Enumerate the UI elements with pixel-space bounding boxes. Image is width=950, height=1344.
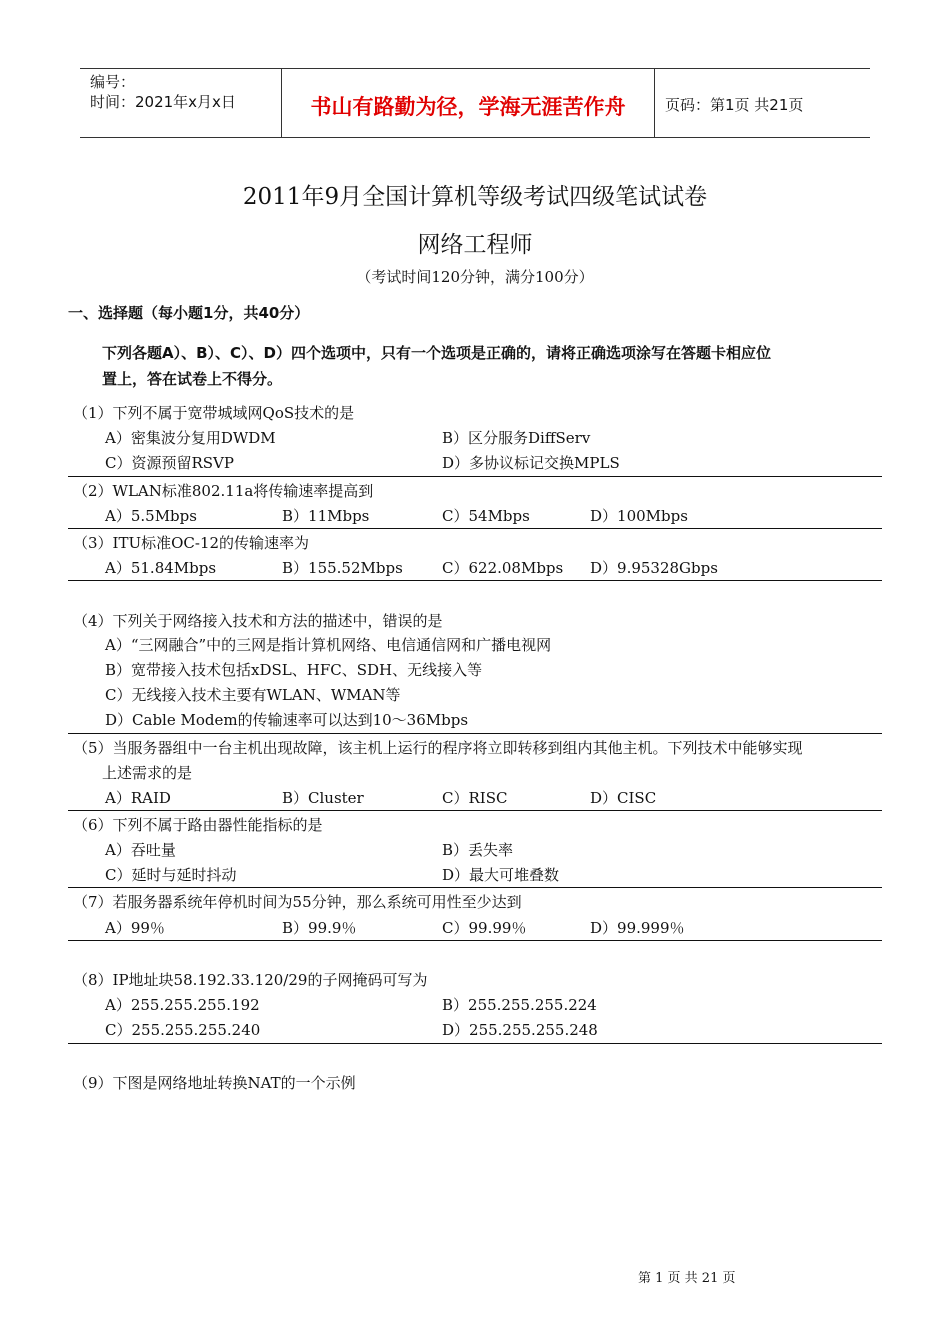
q3-option-b: B）155.52Mbps [282,559,403,577]
q2-option-a: A）5.5Mbps [105,507,197,525]
q8-stem: （8）IP地址块58.192.33.120/29的子网掩码可写为 [73,971,428,989]
header-page-cell [655,69,870,137]
exam-title: 2011年9月全国计算机等级考试四级笔试试卷 [242,184,708,210]
q2-option-c: C）54Mbps [442,507,530,525]
q8-option-a: A）255.255.255.192 [105,996,260,1014]
divider [68,733,882,734]
section-heading: 一、选择题（每小题1分，共40分） [68,304,310,322]
q5-stem-line-1: （5）当服务器组中一台主机出现故障，该主机上运行的程序将立即转移到组内其他主机。下列技术中能够实现 [73,739,803,757]
page-info: 页码：第1页 共21页 [665,96,804,114]
divider [68,580,882,581]
q4-option-a: A）“三网融合”中的三网是指计算机网络、电信通信网和广播电视网 [105,636,552,654]
q2-stem: （2）WLAN标准802.11a将传输速率提高到 [73,482,374,500]
q7-option-c: C）99.99％ [442,919,527,937]
q5-option-d: D）CISC [590,789,657,807]
page-footer: 第 1 页 共 21 页 [638,1271,736,1286]
q1-option-c: C）资源预留RSVP [105,454,234,472]
q3-option-d: D）9.95328Gbps [590,559,718,577]
q5-stem-line-2: 上述需求的是 [102,764,193,782]
q5-option-a: A）RAID [105,789,171,807]
instruction-line-1: 下列各题A）、B）、C）、D）四个选项中，只有一个选项是正确的，请将正确选项涂写在答题卡相应位 [102,344,772,362]
q4-option-c: C）无线接入技术主要有WLAN、WMAN等 [105,686,401,704]
header-table [80,68,870,138]
q1-option-a: A）密集波分复用DWDM [105,429,276,447]
divider [68,940,882,941]
q4-option-b: B）宽带接入技术包括xDSL、HFC、SDH、无线接入等 [105,661,483,679]
q1-option-d: D）多协议标记交换MPLS [442,454,620,472]
q8-option-c: C）255.255.255.240 [105,1021,261,1039]
header-meta-cell [80,69,282,137]
q2-option-b: B）11Mbps [282,507,370,525]
q2-option-d: D）100Mbps [590,507,688,525]
q8-option-b: B）255.255.255.224 [442,996,597,1014]
instruction-line-2: 置上，答在试卷上不得分。 [102,370,283,388]
divider [68,528,882,529]
q6-option-b: B）丢失率 [442,841,514,859]
q4-option-d: D）Cable Modem的传输速率可以达到10～36Mbps [105,711,469,729]
exam-subtitle: 网络工程师 [417,232,533,258]
q3-option-a: A）51.84Mbps [105,559,217,577]
section-instruction [102,340,882,392]
q6-option-d: D）最大可堆叠数 [442,866,560,884]
q9-stem: （9）下图是网络地址转换NAT的一个示例 [73,1074,356,1092]
time-label: 时间：2021年x月x日 [90,93,236,111]
motto: 书山有路勤为径，学海无涯苦作舟 [310,95,626,119]
q7-option-d: D）99.999％ [590,919,685,937]
header-motto-cell [282,69,655,137]
q1-stem: （1）下列不属于宽带城域网QoS技术的是 [73,404,355,422]
q5-option-c: C）RISC [442,789,508,807]
q7-option-b: B）99.9％ [282,919,357,937]
q6-stem: （6）下列不属于路由器性能指标的是 [73,816,323,834]
q8-option-d: D）255.255.255.248 [442,1021,598,1039]
q6-option-c: C）延时与延时抖动 [105,866,237,884]
q1-option-b: B）区分服务DiffServ [442,429,591,447]
divider [68,810,882,811]
q5-option-b: B）Cluster [282,789,364,807]
q3-option-c: C）622.08Mbps [442,559,564,577]
q6-option-a: A）吞吐量 [105,841,176,859]
q7-stem: （7）若服务器系统年停机时间为55分钟，那么系统可用性至少达到 [73,893,522,911]
exam-time: （考试时间120分钟，满分100分） [356,268,594,286]
q7-option-a: A）99％ [105,919,165,937]
divider [68,1043,882,1044]
divider [68,476,882,477]
q3-stem: （3）ITU标准OC-12的传输速率为 [73,534,310,552]
q4-stem: （4）下列关于网络接入技术和方法的描述中，错误的是 [73,612,443,630]
divider [68,887,882,888]
number-label: 编号： [90,73,136,91]
